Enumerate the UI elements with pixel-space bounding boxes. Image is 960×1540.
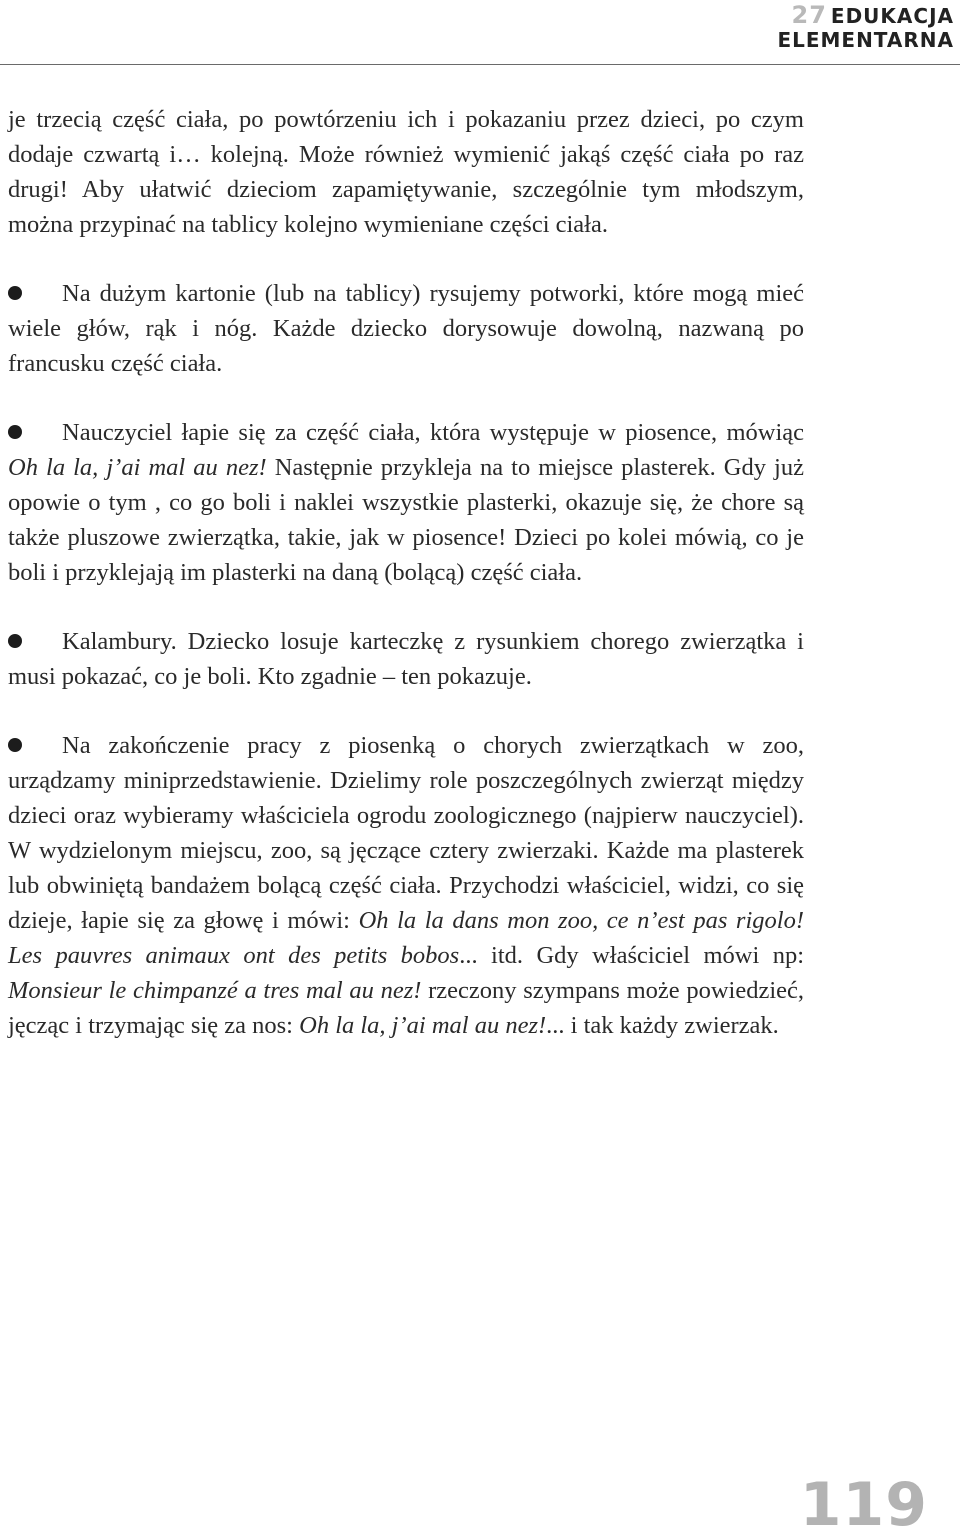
french-quote: Oh la la, j’ai mal au nez!: [299, 1012, 547, 1039]
paragraph-text: rzeczony szympans może powiedzieć, jęcząc i trzymając się za nos:: [8, 977, 805, 1039]
french-quote: Oh la la, j’ai mal au nez!: [8, 454, 267, 481]
paragraph-2: [8, 276, 804, 381]
paragraph-text: ... itd. Gdy właściciel mówi np:: [459, 942, 805, 969]
bullet-icon: [8, 425, 22, 439]
paragraph-1: [8, 102, 804, 242]
french-quote: Monsieur le chimpanzé a tres mal au nez!: [8, 977, 422, 1004]
paragraph-text: ... i tak każdy zwierzak.: [546, 1012, 779, 1039]
paragraph-5: [8, 728, 804, 1043]
header-divider: [0, 64, 960, 65]
page-header: [0, 0, 960, 70]
paragraph-text: je trzecią część ciała, po powtórzeniu ich i pokazaniu przez dzieci, po czym dodaje czwartą i… kolejną. Może również wymienić jakąś część ciała po raz drugi! Aby ułatwić dzieciom zapamiętywanie, szczególnie tym młodszym, można przypinać na tablicy kolejno wymieniane części ciała.: [8, 106, 804, 238]
paragraph-text: Nauczyciel łapie się za część ciała, która występuje w piosence, mówiąc: [62, 419, 804, 446]
series-title-line1: EDUKACJA: [830, 4, 954, 28]
series-title-line2: ELEMENTARNA: [777, 28, 954, 52]
bullet-icon: [8, 738, 22, 752]
paragraph-text: Następnie przykleja na to miejsce plasterek. Gdy już opowie o tym , co go boli i naklei wszystkie plasterki, okazuje się, że chore są także pluszowe zwierzątka, takie, jak w piosence! Dzieci po kolei mówią, co je boli i przyklejają im plasterki na daną (bolącą) część ciała.: [8, 454, 804, 586]
paragraph-4: [8, 624, 804, 694]
page-number: 119: [799, 1470, 928, 1540]
paragraph-text: Na zakończenie pracy z piosenką o chorych zwierzątkach w zoo, urządzamy miniprzedstawienie. Dzielimy role poszczególnych zwierząt między dzieci oraz wybieramy właściciela ogrodu zoologicznego (najpierw nauczyciel). W wydzielonym miejscu, zoo, są jęczące cztery zwierzaki. Każde ma plasterek lub obwiniętą bandażem bolącą część ciała. Przychodzi właściciel, widzi, co się dzieje, łapie się za głowę i mówi:: [8, 732, 804, 934]
issue-number: 27: [791, 1, 827, 29]
bullet-icon: [8, 634, 22, 648]
paragraph-3: [8, 415, 804, 590]
bullet-icon: [8, 286, 22, 300]
french-quote: Oh la la dans mon zoo, ce n’est pas rigolo! Les pauvres animaux ont des petits bobos: [8, 907, 804, 969]
series-logo: [777, 1, 954, 52]
paragraph-text: Kalambury. Dziecko losuje karteczkę z rysunkiem chorego zwierzątka i musi pokazać, co je boli. Kto zgadnie – ten pokazuje.: [8, 628, 804, 690]
body-text: [8, 102, 804, 1077]
paragraph-text: Na dużym kartonie (lub na tablicy) rysujemy potworki, które mogą mieć wiele głów, rąk i nóg. Każde dziecko dorysowuje dowolną, nazwaną po francusku część ciała.: [8, 280, 804, 377]
